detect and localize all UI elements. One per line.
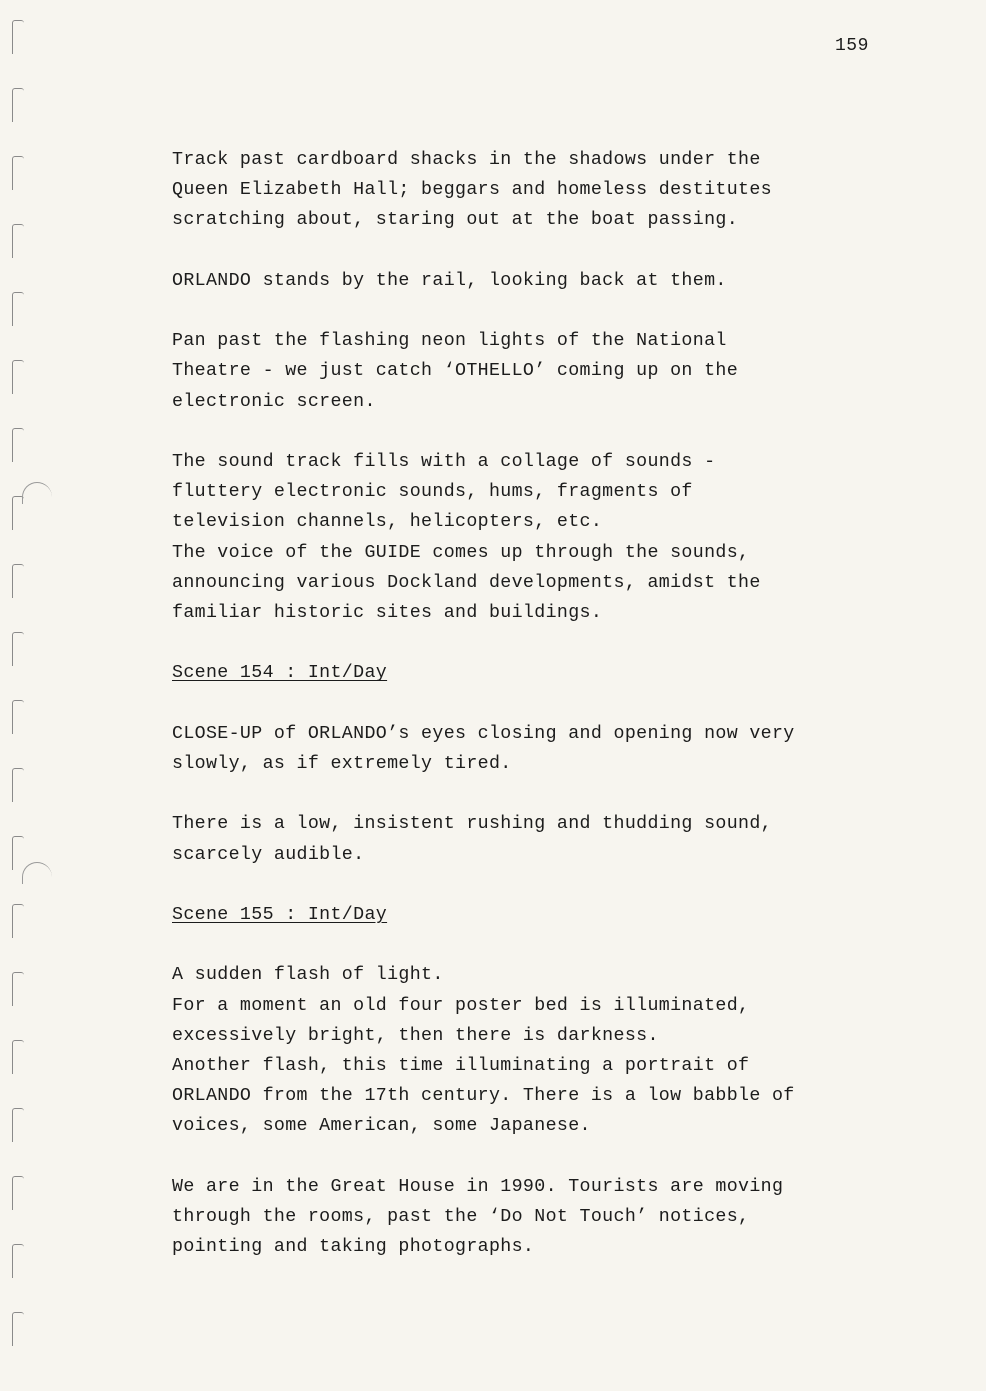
- punch-hole: [12, 564, 24, 598]
- punch-hole: [12, 156, 24, 190]
- paragraph-national-theatre: Pan past the flashing neon lights of the National Theatre - we just catch ‘OTHELLO’ coming up on the electronic screen.: [172, 331, 739, 412]
- punch-hole: [12, 1108, 24, 1142]
- punch-hole: [12, 904, 24, 938]
- punch-hole: [12, 1244, 24, 1278]
- punch-hole: [12, 1040, 24, 1074]
- scene-heading-155: Scene 155 : Int/Day: [172, 904, 388, 925]
- punch-hole: [12, 768, 24, 802]
- punch-hole: [12, 632, 24, 666]
- punch-hole: [12, 836, 24, 870]
- paragraph-great-house: We are in the Great House in 1990. Tourists are moving through the rooms, past the ‘Do Not Touch’ notices, pointing and taking photographs.: [172, 1176, 784, 1258]
- punch-hole: [12, 292, 24, 326]
- page-curl: [22, 482, 52, 504]
- paragraph-orlando-rail: ORLANDO stands by the rail, looking back at them.: [172, 270, 727, 291]
- scene-heading-154: Scene 154 : Int/Day: [172, 663, 388, 684]
- punch-hole: [12, 88, 24, 122]
- paragraph-guide-voice: The voice of the GUIDE comes up through the sounds, announcing various Dockland developments, amidst the familiar historic sites and buildings.: [172, 542, 761, 623]
- paragraph-track-past-shacks: Track past cardboard shacks in the shadows under the Queen Elizabeth Hall; beggars and homeless destitutes scratching about, staring out at the boat passing.: [172, 150, 772, 231]
- paragraph-flash-of-light: A sudden flash of light.: [172, 965, 444, 986]
- punch-hole: [12, 972, 24, 1006]
- paragraph-sound-track: The sound track fills with a collage of sounds - fluttery electronic sounds, hums, fragments of television channels, helicopters, etc.: [172, 451, 716, 533]
- punch-hole: [12, 428, 24, 462]
- punch-hole: [12, 224, 24, 258]
- binding-holes: [0, 0, 60, 1391]
- punch-hole: [12, 700, 24, 734]
- paragraph-rushing-sound: There is a low, insistent rushing and thudding sound, scarcely audible.: [172, 814, 772, 865]
- page-number: 159: [835, 36, 869, 56]
- punch-hole: [12, 360, 24, 394]
- page-curl: [22, 862, 52, 884]
- paragraph-four-poster-bed: For a moment an old four poster bed is illuminated, excessively bright, then there is darkness.: [172, 995, 750, 1046]
- paragraph-portrait-flash: Another flash, this time illuminating a portrait of ORLANDO from the 17th century. There is a low babble of voices, some American, some Japanese.: [172, 1055, 795, 1137]
- paragraph-close-up-eyes: CLOSE-UP of ORLANDO’s eyes closing and opening now very slowly, as if extremely tired.: [172, 723, 795, 774]
- punch-hole: [12, 1312, 24, 1346]
- script-body: [172, 145, 892, 1293]
- punch-hole: [12, 1176, 24, 1210]
- punch-hole: [12, 20, 24, 54]
